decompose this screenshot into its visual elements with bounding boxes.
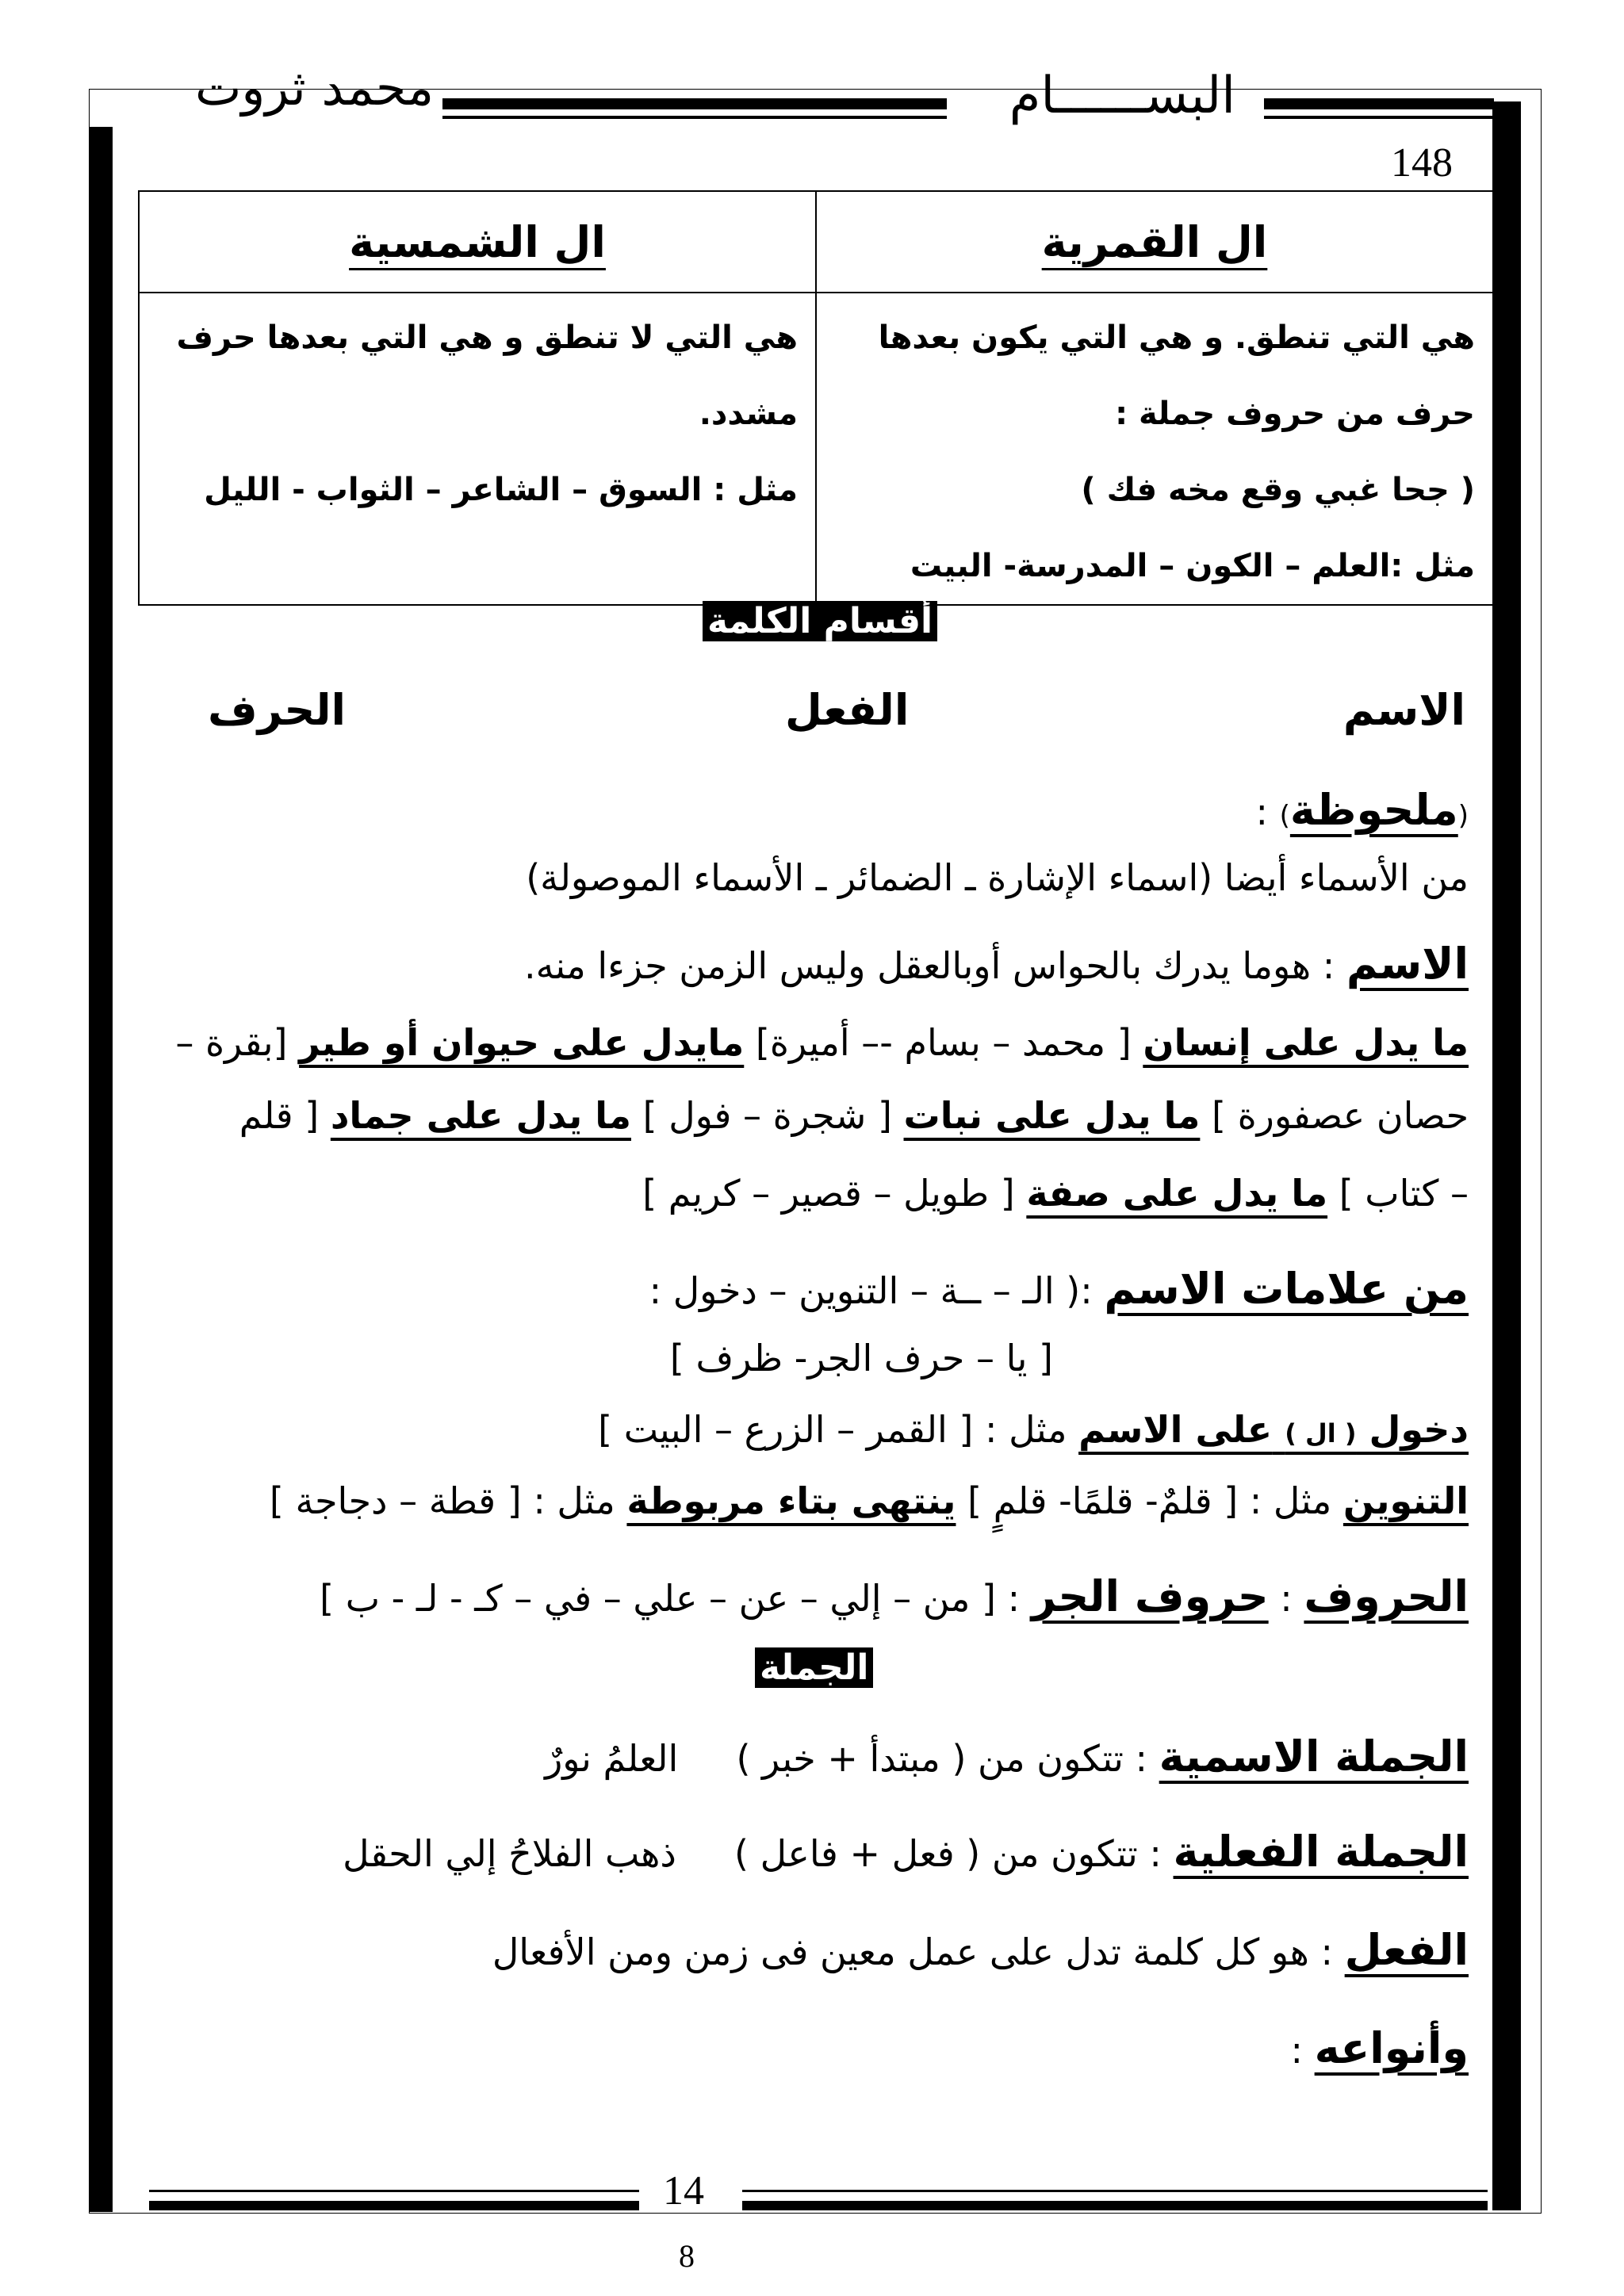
noun-signs-continued: [ يا – حرف الجر- ظرف ] [669, 1337, 1053, 1380]
tanween-sign: التنوين مثل : [ قلمٌ- قلمًا- قلمٍ ] ينتهى بتاء مربوطة مثل : [ قطة – دجاجة ] [269, 1479, 1469, 1522]
footer-page-number-overflow: 8 [679, 2238, 695, 2274]
verb-definition: الفعل : هو كل كلمة تدل على عمل معين فى زمن ومن الأفعال [492, 1925, 1469, 1975]
verbal-sentence: الجملة الفعلية : تتكون من ( فعل + فاعل ) ذهب الفلاحُ إلي الحقل [343, 1827, 1469, 1877]
nominal-sentence: الجملة الاسمية : تتكون من ( مبتدأ + خبر ) العلمُ نورٌ [545, 1732, 1469, 1781]
noun-types-line-3: – كتاب ] ما يدل على صفة [ طويل – قصير – كريم ] [642, 1172, 1469, 1215]
noun-types-line-1: ما يدل على إنسان [ محمد – بسام -– أميرة] مايدل على حيوان أو طير [بقرة – [175, 1021, 1469, 1064]
part-verb: الفعل [785, 685, 910, 735]
sentence-title: الجملة [755, 1647, 873, 1688]
table-line: مثل :العلم – الكون – المدرسة- البيت [910, 548, 1475, 584]
header-title: البســــــام [1009, 67, 1235, 125]
table-header-qamariya: ال القمرية [816, 191, 1493, 293]
footer-page-number: 14 [663, 2168, 704, 2214]
word-parts-title: أقسام الكلمة [703, 601, 937, 641]
part-noun: الاسم [1342, 685, 1465, 735]
table-line: مشدد. [699, 396, 798, 432]
header-rule-right-thin [1264, 116, 1494, 119]
noun-types-line-2: حصان عصفورة ] ما يدل على نبات [ شجرة – فول ] ما يدل على جماد [ قلم [239, 1094, 1469, 1137]
table-line: ( جحا غبي وقع مخه فك ) [1081, 472, 1475, 508]
footer-rule-right-thin [742, 2190, 1488, 2192]
noun-definition: الاسم : هوما يدرك بالحواس أوبالعقل وليس الزمن جزءا منه. [524, 939, 1469, 989]
table-header-shamsiya: ال الشمسية [139, 191, 816, 293]
verb-types: وأنواعه : [1290, 2023, 1469, 2073]
table-line: حرف من حروف جملة : [1115, 396, 1475, 432]
al-sign: دخول ( ال ) على الاسم مثل : [ القمر – الزرع – البيت ] [598, 1408, 1469, 1451]
letters-line: الحروف : حروف الجر : [ من – إلي – عن – علي – في – كـ - لـ - ب ] [320, 1571, 1469, 1621]
table-line: مثل : السوق – الشاعر – الثواب - الليل [204, 472, 798, 508]
footer-rule-right [742, 2201, 1488, 2210]
table-line: هي التي تنطق. و هي التي يكون بعدها [878, 320, 1475, 356]
footer-rule-left [149, 2201, 639, 2210]
header-author: محمد ثروت [195, 59, 435, 117]
header-rule-middle [442, 98, 947, 109]
table-cell-qamariya [816, 293, 1493, 605]
table-cell-shamsiya [139, 293, 816, 605]
part-letter: الحرف [208, 685, 347, 735]
frame-bar-right [1492, 101, 1521, 2210]
page-number: 148 [1391, 140, 1453, 186]
noun-signs: من علامات الاسم :( الـ – ــة – التنوين – دخول : [649, 1264, 1469, 1314]
header-rule-right [1264, 98, 1494, 109]
note-text: من الأسماء أيضا (اسماء الإشارة ـ الضمائر ـ الأسماء الموصولة) [526, 856, 1469, 899]
note-heading: (ملحوظة) : [1255, 785, 1469, 835]
table-line: هي التي لا تنطق و هي التي بعدها حرف [176, 320, 798, 356]
frame-bar-left [89, 127, 113, 2212]
footer-rule-left-thin [149, 2190, 639, 2192]
al-types-table [138, 190, 1494, 606]
header-rule-middle-thin [442, 116, 947, 119]
